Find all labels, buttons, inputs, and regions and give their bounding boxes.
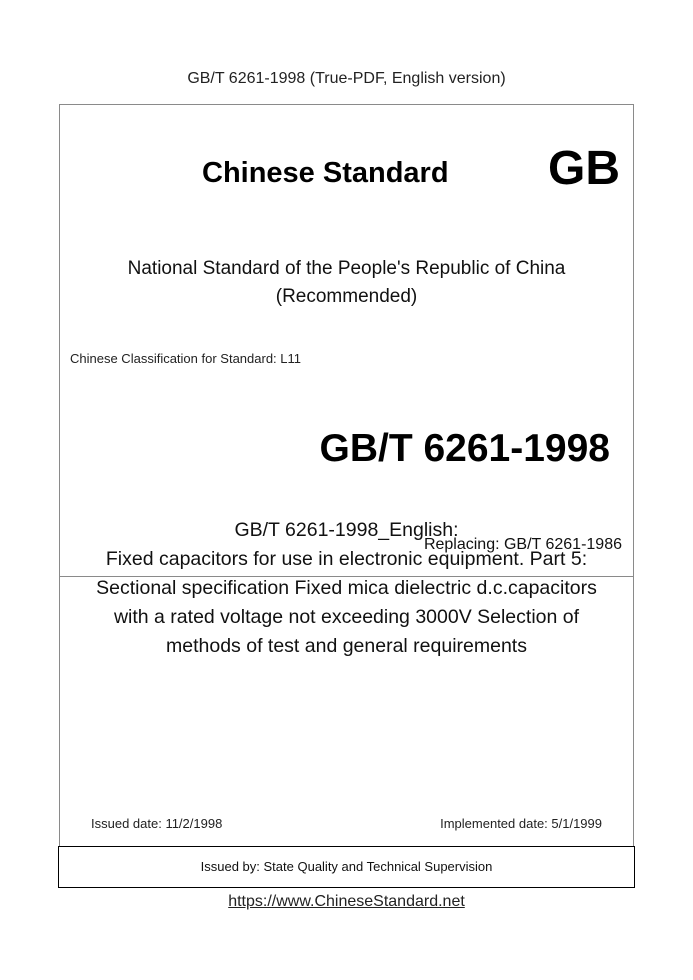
national-standard-block [60,255,633,311]
document-title-block [0,516,693,661]
issuer-box: Issued by: State Quality and Technical Supervision [58,846,635,888]
title-line: GB/T 6261-1998_English: [234,519,459,541]
replacing-label: Replacing: GB/T 6261-1986 [423,536,622,553]
title-line: Fixed capacitors for use in electronic equipment. Part 5: [105,548,588,570]
title-line: methods of test and general requirements [166,635,527,657]
document-header-title: GB/T 6261-1998 (True-PDF, English version) [187,70,506,87]
standard-number: GB/T 6261-1998 [319,427,610,470]
title-line: Sectional specification Fixed mica dielectric d.c.capacitors [96,577,597,599]
national-standard-line: National Standard of the People's Republic of China [127,258,566,279]
cover-frame [59,104,634,887]
implemented-date: Implemented date: 5/1/1999 [440,816,602,831]
gb-mark: GB [548,142,620,195]
cover-upper-section [60,105,633,577]
chinese-standard-heading: Chinese Standard [202,157,449,189]
recommended-line: (Recommended) [275,286,418,307]
title-line: with a rated voltage not exceeding 3000V Selection of [113,606,580,628]
website-link[interactable]: https://www.ChineseStandard.net [228,893,465,910]
classification-label: Chinese Classification for Standard: L11 [70,351,301,366]
issued-date: Issued date: 11/2/1998 [91,816,223,831]
